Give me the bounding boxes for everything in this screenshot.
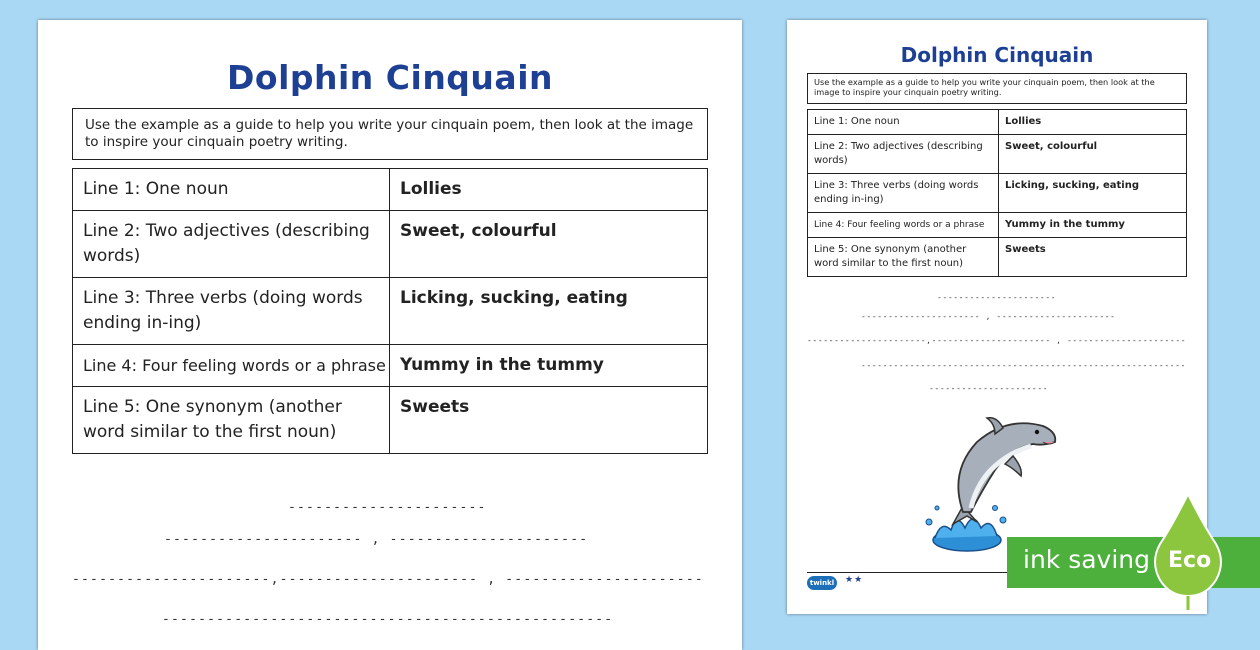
line-answer: Licking, sucking, eating bbox=[999, 174, 1187, 213]
line-label: Line 2: Two adjectives (describing words) bbox=[808, 135, 999, 174]
table-row bbox=[808, 238, 1187, 277]
writing-line-3: ----------------------,---------------------- , ---------------------- bbox=[807, 336, 1187, 345]
worksheet-large bbox=[38, 20, 742, 650]
writing-line-4: -------------------------------------------------- bbox=[162, 612, 614, 627]
table-row bbox=[808, 135, 1187, 174]
line-label: Line 3: Three verbs (doing words ending in-ing) bbox=[808, 174, 999, 213]
ink-saving-label: ink saving bbox=[1023, 545, 1151, 574]
line-answer: Lollies bbox=[390, 169, 708, 211]
table-row bbox=[808, 110, 1187, 135]
page-title: Dolphin Cinquain bbox=[227, 58, 553, 97]
line-answer: Sweets bbox=[390, 387, 708, 454]
table-row bbox=[73, 345, 708, 387]
line-answer: Sweets bbox=[999, 238, 1187, 277]
line-answer: Yummy in the tummy bbox=[999, 213, 1187, 238]
table-row bbox=[808, 174, 1187, 213]
brand-logo: twinkl bbox=[807, 576, 837, 590]
line-answer: Yummy in the tummy bbox=[390, 345, 708, 387]
cinquain-table bbox=[807, 109, 1187, 277]
writing-line-1: ---------------------- bbox=[288, 500, 487, 515]
writing-line-2: ---------------------- , ---------------------- bbox=[861, 312, 1116, 321]
instructions-box: Use the example as a guide to help you write your cinquain poem, then look at the image to inspire your cinquain poetry writing. bbox=[72, 108, 708, 160]
writing-line-2: ---------------------- , ---------------------- bbox=[164, 532, 589, 547]
table-row bbox=[73, 387, 708, 454]
rating-stars: ★★ bbox=[845, 575, 864, 585]
line-label: Line 3: Three verbs (doing words ending in-ing) bbox=[73, 278, 390, 345]
line-label: Line 1: One noun bbox=[73, 169, 390, 211]
table-row bbox=[73, 169, 708, 211]
page-title: Dolphin Cinquain bbox=[900, 43, 1094, 67]
cinquain-table bbox=[72, 168, 708, 454]
line-label: Line 4: Four feeling words or a phrase bbox=[73, 345, 390, 387]
table-row bbox=[73, 211, 708, 278]
worksheet-small bbox=[787, 20, 1207, 614]
eco-label: Eco bbox=[1168, 548, 1212, 573]
writing-line-5: ---------------------- bbox=[929, 384, 1049, 393]
writing-line-3: ----------------------,---------------------- , ---------------------- bbox=[72, 572, 704, 587]
line-answer: Lollies bbox=[999, 110, 1187, 135]
writing-line-4: ------------------------------------------------------------ bbox=[861, 361, 1186, 370]
table-row bbox=[808, 213, 1187, 238]
line-answer: Licking, sucking, eating bbox=[390, 278, 708, 345]
line-label: Line 4: Four feeling words or a phrase bbox=[808, 213, 999, 238]
line-label: Line 5: One synonym (another word similar to the first noun) bbox=[73, 387, 390, 454]
instructions-box: Use the example as a guide to help you write your cinquain poem, then look at the image to inspire your cinquain poetry writing. bbox=[807, 73, 1187, 104]
line-label: Line 5: One synonym (another word similar to the first noun) bbox=[808, 238, 999, 277]
line-label: Line 1: One noun bbox=[808, 110, 999, 135]
line-answer: Sweet, colourful bbox=[999, 135, 1187, 174]
line-label: Line 2: Two adjectives (describing words) bbox=[73, 211, 390, 278]
line-answer: Sweet, colourful bbox=[390, 211, 708, 278]
table-row bbox=[73, 278, 708, 345]
writing-line-1: ---------------------- bbox=[937, 293, 1057, 302]
